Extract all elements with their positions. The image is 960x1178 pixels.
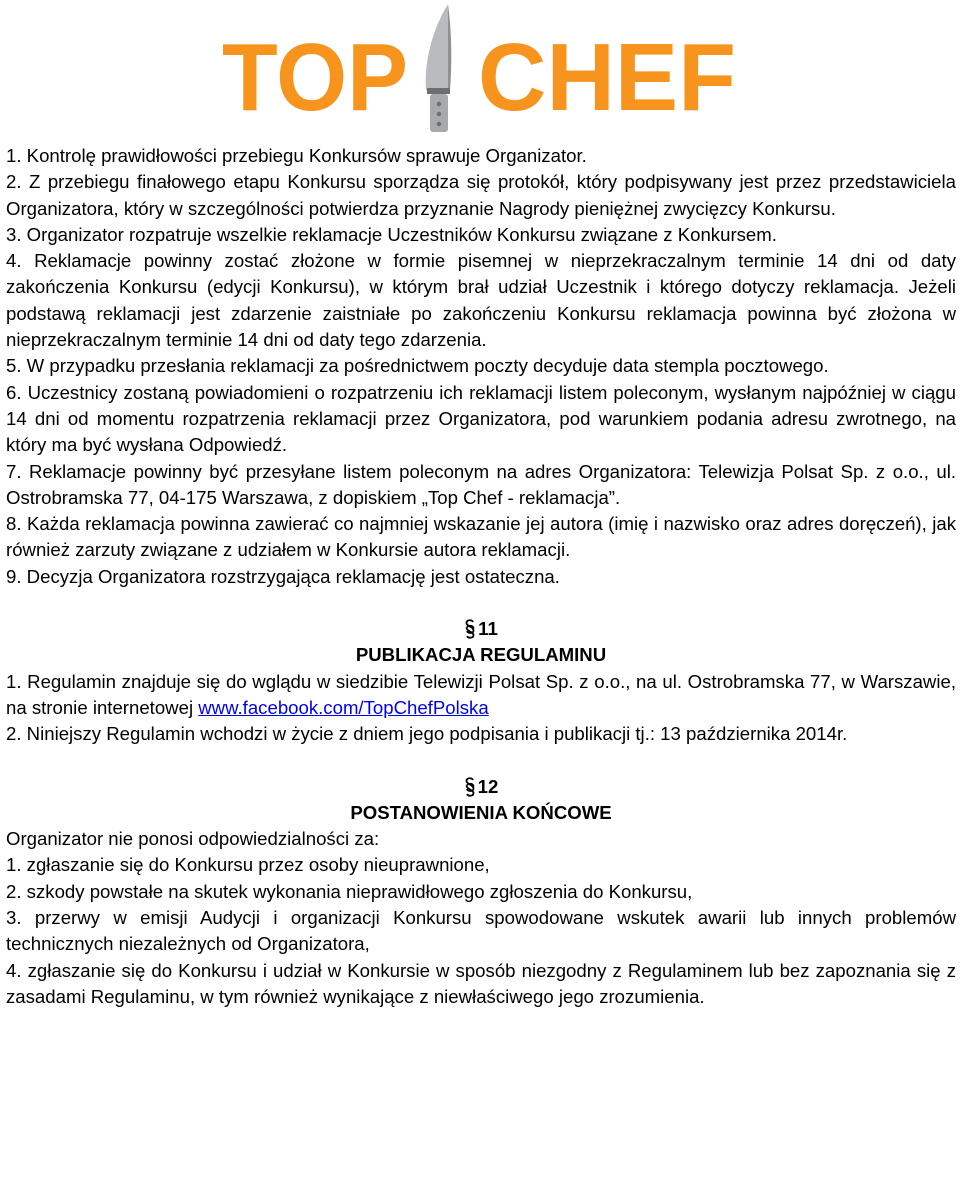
section10-point-7: 7. Reklamacje powinny być przesyłane listem poleconym na adres Organizatora: Telewizja Polsat Sp. z o.o., ul. Ostrobramska 77, 04-175 Warszawa, z dopiskiem „Top Chef - reklamacja”.: [6, 460, 956, 508]
section12-intro: Organizator nie ponosi odpowiedzialności za:: [6, 828, 380, 850]
section10-point-3: 3. Organizator rozpatruje wszelkie reklamacje Uczestników Konkursu związane z Konkursem.: [6, 223, 777, 245]
logo-text-top: TOP: [222, 24, 408, 131]
section10-point-5: 5. W przypadku przesłania reklamacji za pośrednictwem poczty decyduje data stempla pocztowego.: [6, 355, 829, 377]
section-12-title: POSTANOWIENIA KOŃCOWE: [350, 801, 612, 823]
section-11-heading: [6, 616, 956, 642]
section12-point-2: 2. szkody powstałe na skutek wykonania nieprawidłowego zgłoszenia do Konkursu,: [6, 880, 693, 902]
section11-point-1-text: 1. Regulamin znajduje się do wglądu w siedzibie Telewizji Polsat Sp. z o.o., na ul. Ostrobramska 77, w Warszawie, na stronie internetowej: [6, 670, 956, 718]
facebook-link[interactable]: www.facebook.com/TopChefPolska: [198, 696, 489, 718]
section10-point-9: 9. Decyzja Organizatora rozstrzygająca reklamację jest ostateczna.: [6, 565, 560, 587]
section10-point-8: 8. Każda reklamacja powinna zawierać co najmniej wskazanie jej autora (imię i nazwisko oraz adres doręczeń), jak również zarzuty związane z udziałem w Konkursie autora reklamacji.: [6, 513, 956, 561]
section12-point-1: 1. zgłaszanie się do Konkursu przez osoby nieuprawnione,: [6, 854, 490, 876]
section11-point-2: 2. Niniejszy Regulamin wchodzi w życie z dniem jego podpisania i publikacji tj.: 13 października 2014r.: [6, 723, 848, 745]
section12-point-4: 4. zgłaszanie się do Konkursu i udział w Konkursie w sposób niezgodny z Regulaminem lub bez zapoznania się z zasadami Regulaminu, w tym również wynikające z niewłaściwego jego zrozumienia.: [6, 959, 956, 1007]
section12-point-3: 3. przerwy w emisji Audycji i organizacji Konkursu spowodowane wskutek awarii lub innych problemów technicznych niezależnych od Organizatora,: [6, 907, 956, 955]
section-11-title: PUBLIKACJA REGULAMINU: [355, 644, 607, 666]
logo-text-chef: CHEF: [478, 24, 736, 131]
section10-point-4: 4. Reklamacje powinny zostać złożone w formie pisemnej w nieprzekraczalnym terminie 14 dni od daty zakończenia Konkursu (edycji Konkursu), w którym brał udział Uczestnik i którego dotyczy reklamacja. Jeżeli podstawą reklamacji jest zdarzenie zaistniałe po zakończeniu Konkursu reklamacja powinna być złożona w nieprzekraczalnym terminie 14 dni od daty tego zdarzenia.: [6, 250, 956, 351]
paragraph-sign-icon: [464, 618, 476, 640]
top-chef-logo: [0, 0, 960, 140]
top-chef-logo-graphic: [0, 0, 960, 140]
section10-point-6: 6. Uczestnicy zostaną powiadomieni o rozpatrzeniu ich reklamacji listem poleconym, wysłanym najpóźniej w ciągu 14 dni od momentu rozpatrzenia reklamacji przez Organizatora, pod warunkiem podania adresu zwrotnego, na który ma być wysłana Odpowiedź.: [6, 381, 956, 456]
section-12-heading: [6, 774, 956, 800]
section10-point-1: 1. Kontrolę prawidłowości przebiegu Konkursów sprawuje Organizator.: [6, 145, 587, 166]
regulations-document: [6, 143, 956, 1010]
paragraph-sign-icon: [464, 776, 476, 798]
chef-knife-icon: [426, 4, 452, 132]
section11-point-1: [6, 669, 956, 722]
section-12-number: 12: [477, 775, 499, 797]
section10-point-2: 2. Z przebiegu finałowego etapu Konkursu sporządza się protokół, który podpisywany jest przez przedstawiciela Organizatora, który w szczególności potwierdza przyznanie Nagrody pieniężnej zwycięzcy Konkursu.: [6, 171, 956, 219]
section-11-number: 11: [478, 618, 498, 640]
